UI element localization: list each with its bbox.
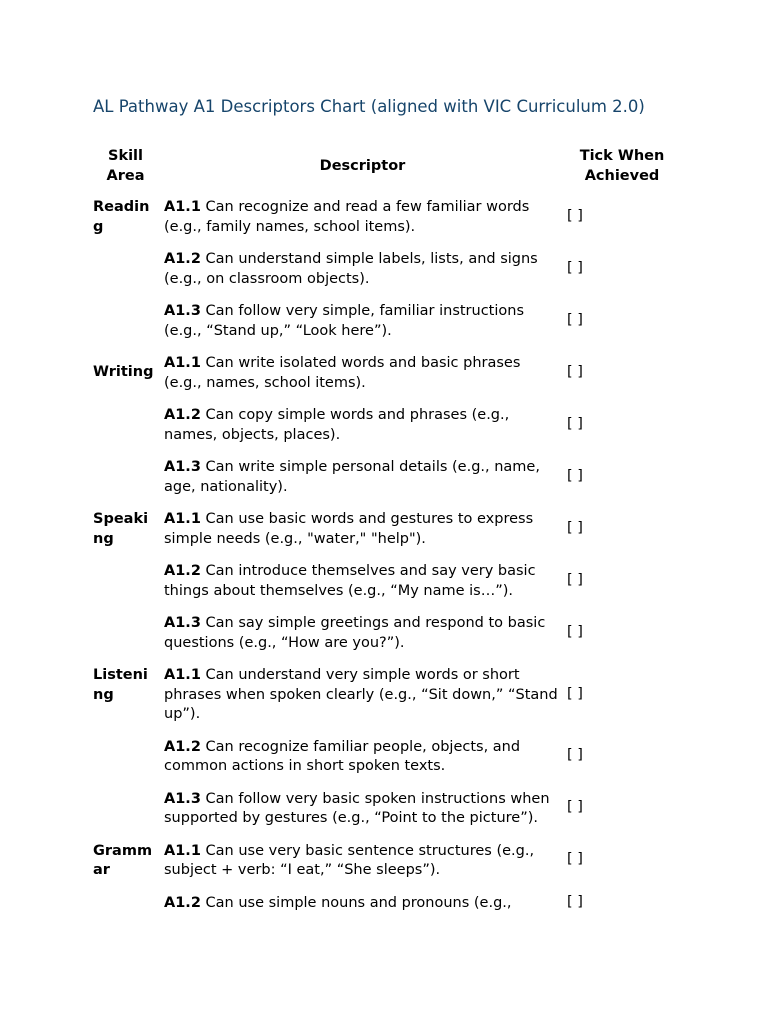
- skill-area-cell: Writing: [93, 364, 154, 381]
- descriptor-text: Can recognize familiar people, objects, and common actions in short spoken texts.: [164, 738, 521, 774]
- skill-area-cell: Reading: [93, 199, 150, 235]
- descriptor-cell: [161, 456, 564, 508]
- table-row: [90, 404, 680, 456]
- descriptor-code: A1.3: [164, 615, 201, 631]
- header-skill-area: Skill Area: [106, 148, 145, 184]
- descriptor-code: A1.1: [164, 355, 201, 371]
- descriptor-text: Can use simple nouns and pronouns (e.g.,: [205, 894, 512, 911]
- table-row: [90, 664, 680, 736]
- table-row: [90, 840, 680, 892]
- descriptor-cell: [161, 892, 564, 925]
- tick-checkbox[interactable]: [ ]: [567, 623, 583, 640]
- descriptor-code: A1.1: [164, 667, 201, 683]
- tick-checkbox[interactable]: [ ]: [567, 259, 583, 276]
- descriptor-cell: [161, 352, 564, 404]
- descriptor-code: A1.2: [164, 407, 201, 423]
- table-row: [90, 612, 680, 664]
- document-title: AL Pathway A1 Descriptors Chart (aligned with VIC Curriculum 2.0): [93, 97, 645, 116]
- tick-checkbox[interactable]: [ ]: [567, 747, 583, 764]
- descriptor-text: Can use very basic sentence structures (e.g., subject + verb: “I eat,” “She sleeps”).: [164, 842, 535, 878]
- table-row: [90, 508, 680, 560]
- descriptor-text: Can copy simple words and phrases (e.g., names, objects, places).: [164, 407, 510, 443]
- descriptor-code: A1.1: [164, 511, 201, 527]
- tick-checkbox[interactable]: [ ]: [567, 519, 583, 536]
- header-tick: Tick When Achieved: [579, 148, 665, 184]
- descriptor-text: Can write isolated words and basic phrases (e.g., names, school items).: [164, 355, 521, 391]
- descriptor-code: A1.3: [164, 459, 201, 475]
- descriptor-code: A1.2: [164, 894, 201, 911]
- descriptor-cell: [161, 248, 564, 300]
- descriptor-cell: [161, 404, 564, 456]
- tick-checkbox[interactable]: [ ]: [567, 685, 583, 702]
- skill-area-cell-empty: [90, 456, 161, 508]
- descriptor-code: A1.3: [164, 790, 201, 807]
- table-row: [90, 892, 680, 925]
- skill-area-cell: Grammar: [93, 842, 153, 878]
- descriptor-text: Can write simple personal details (e.g., name, age, nationality).: [164, 459, 540, 495]
- descriptor-code: A1.2: [164, 563, 201, 579]
- tick-checkbox[interactable]: [ ]: [567, 893, 583, 910]
- skill-area-cell-empty: [90, 404, 161, 456]
- descriptor-cell: [161, 736, 564, 788]
- tick-checkbox[interactable]: [ ]: [567, 415, 583, 432]
- descriptor-cell: [161, 508, 564, 560]
- descriptor-code: A1.1: [164, 842, 201, 859]
- descriptor-cell: [161, 196, 564, 248]
- skill-area-cell: Listening: [93, 667, 148, 703]
- table-row: [90, 248, 680, 300]
- descriptor-code: A1.3: [164, 303, 201, 319]
- descriptor-text: Can introduce themselves and say very basic things about themselves (e.g., “My name is…”).: [164, 563, 536, 599]
- descriptor-code: A1.2: [164, 251, 201, 267]
- tick-checkbox[interactable]: [ ]: [567, 571, 583, 588]
- descriptor-text: Can follow very simple, familiar instructions (e.g., “Stand up,” “Look here”).: [164, 303, 525, 339]
- descriptor-cell: [161, 612, 564, 664]
- table-row: [90, 196, 680, 248]
- skill-area-cell-empty: [90, 892, 161, 925]
- table-row: [90, 560, 680, 612]
- descriptor-cell: [161, 560, 564, 612]
- descriptor-text: Can use basic words and gestures to express simple needs (e.g., "water," "help").: [164, 511, 534, 547]
- skill-area-cell-empty: [90, 612, 161, 664]
- table-row: [90, 456, 680, 508]
- skill-area-cell-empty: [90, 788, 161, 840]
- skill-area-cell-empty: [90, 736, 161, 788]
- descriptor-text: Can understand simple labels, lists, and signs (e.g., on classroom objects).: [164, 251, 538, 287]
- tick-checkbox[interactable]: [ ]: [567, 467, 583, 484]
- descriptor-code: A1.1: [164, 199, 201, 215]
- descriptor-text: Can understand very simple words or short phrases when spoken clearly (e.g., “Sit down,” “Stand up”).: [164, 667, 558, 722]
- table-row: [90, 352, 680, 404]
- descriptors-table: [90, 145, 680, 924]
- skill-area-cell-empty: [90, 560, 161, 612]
- table-row: [90, 788, 680, 840]
- table-body: [90, 196, 680, 924]
- header-row: [90, 145, 680, 196]
- skill-area-cell-empty: [90, 300, 161, 352]
- descriptor-cell: [161, 664, 564, 736]
- tick-checkbox[interactable]: [ ]: [567, 363, 583, 380]
- tick-checkbox[interactable]: [ ]: [567, 851, 583, 868]
- table-row: [90, 300, 680, 352]
- tick-checkbox[interactable]: [ ]: [567, 799, 583, 816]
- descriptor-cell: [161, 788, 564, 840]
- descriptor-code: A1.2: [164, 738, 201, 755]
- table-row: [90, 736, 680, 788]
- skill-area-cell-empty: [90, 248, 161, 300]
- descriptor-text: Can say simple greetings and respond to basic questions (e.g., “How are you?”).: [164, 615, 546, 651]
- header-descriptor: Descriptor: [319, 157, 406, 174]
- descriptor-text: Can recognize and read a few familiar words (e.g., family names, school items).: [164, 199, 530, 235]
- tick-checkbox[interactable]: [ ]: [567, 207, 583, 224]
- descriptor-cell: [161, 300, 564, 352]
- descriptor-text: Can follow very basic spoken instructions when supported by gestures (e.g., “Point to the picture”).: [164, 790, 550, 826]
- tick-checkbox[interactable]: [ ]: [567, 311, 583, 328]
- skill-area-cell: Speaking: [93, 511, 149, 547]
- descriptor-cell: [161, 840, 564, 892]
